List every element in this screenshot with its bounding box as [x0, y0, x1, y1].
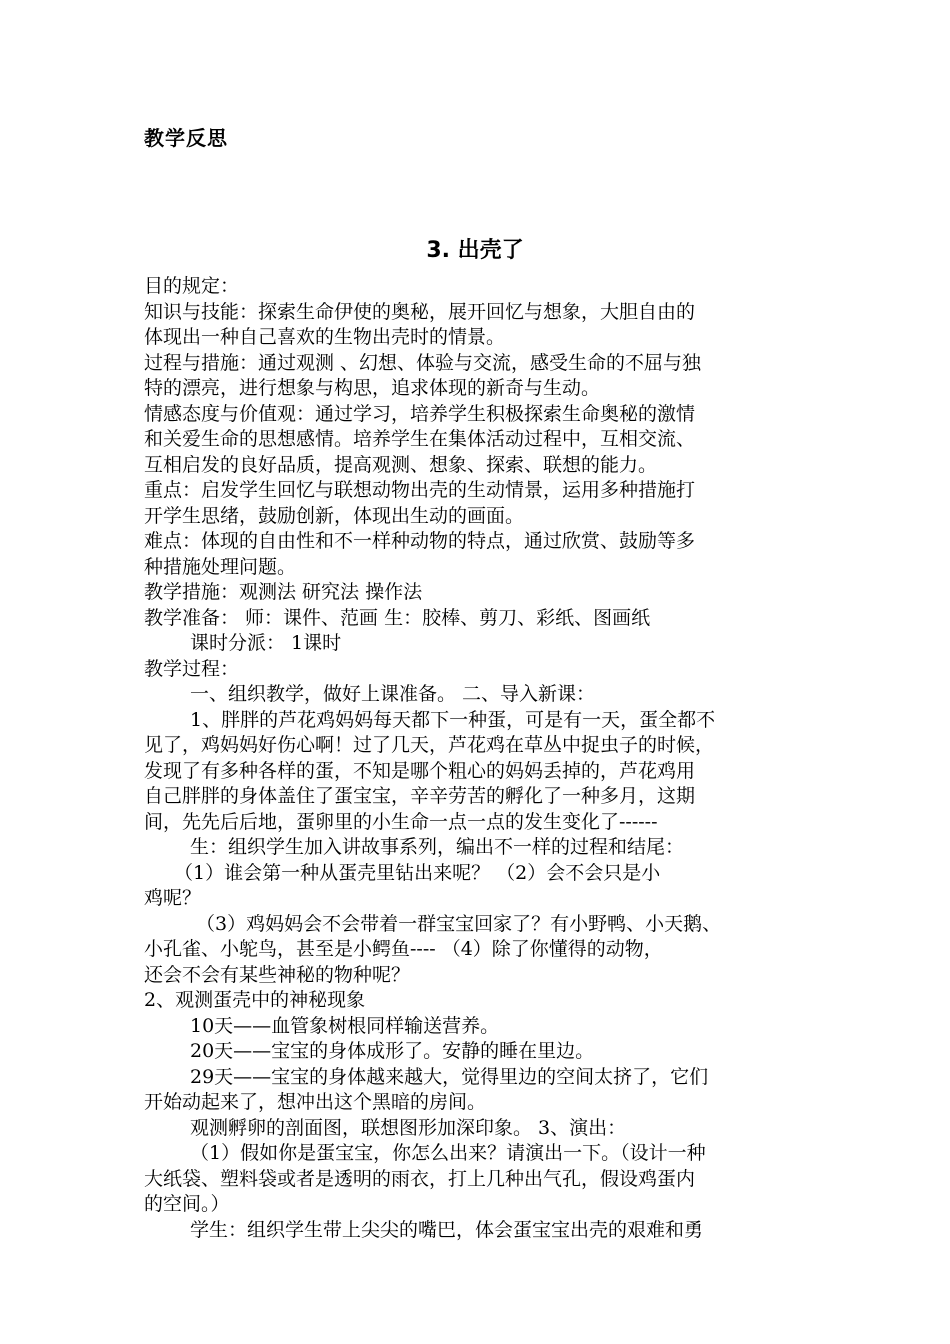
text-line: 体现出一种自己喜欢的生物出壳时的情景。: [144, 326, 506, 348]
text-line: 一、组织教学，做好上课准备。 二、导入新课：: [190, 683, 596, 705]
lesson-title: 3. 出壳了: [426, 238, 524, 263]
text-line: 10天——血管象树根同样输送营养。: [190, 1014, 500, 1037]
text-line: 教学准备： 师：课件、范画 生：胶棒、剪刀、彩纸、图画纸: [144, 606, 651, 629]
text-line: 情感态度与价值观：通过学习，培养学生积极探索生命奥秘的激情: [144, 402, 696, 425]
text-line: 开始动起来了，想冲出这个黑暗的房间。: [144, 1091, 487, 1113]
text-line: 过程与措施：通过观测 、幻想、体验与交流，感受生命的不屈与独: [144, 351, 702, 374]
text-line: 发现了有多种各样的蛋，不知是哪个粗心的妈妈丢掉的，芦花鸡用: [144, 759, 696, 782]
text-line: 生：组织学生加入讲故事系列，编出不一样的过程和结尾：: [190, 836, 685, 858]
text-line: 开学生思绪，鼓励创新，体现出生动的画面。: [144, 504, 525, 527]
text-line: 2、观测蛋壳中的神秘现象: [144, 989, 366, 1011]
text-line: 课时分派： 1课时: [190, 632, 342, 654]
text-line: 小孔雀、小鸵鸟，甚至是小鳄鱼---- （4）除了你懂得的动物，: [144, 938, 663, 960]
text-line: 自己胖胖的身体盖住了蛋宝宝，辛辛劳苦的孵化了一种多月，这期: [144, 785, 696, 807]
text-line: （3）鸡妈妈会不会带着一群宝宝回家了？有小野鸭、小天鹅、: [196, 912, 722, 935]
text-line: 的空间。）: [144, 1193, 230, 1215]
text-line: 见了，鸡妈妈好伤心啊！过了几天，芦花鸡在草丛中捉虫子的时候，: [144, 734, 715, 756]
section-heading: 教学反思: [144, 126, 228, 150]
text-line: 和关爱生命的思想感情。培养学生在集体活动过程中，互相交流、: [144, 428, 696, 450]
text-line: 间，先先后后地，蛋卵里的小生命一点一点的发生变化了------: [144, 810, 658, 833]
text-line: 教学过程：: [144, 657, 240, 680]
text-line: 观测孵卵的剖面图，联想图形加深印象。 3、演出：: [190, 1116, 627, 1139]
text-line: 种措施处理问题。: [144, 555, 297, 578]
text-line: 难点：体现的自由性和不一样种动物的特点，通过欣赏、鼓励等多: [144, 530, 696, 552]
text-line: 互相启发的良好品质，提高观测、想象、探索、联想的能力。: [144, 453, 658, 476]
text-line: 教学措施：观测法 研究法 操作法: [144, 581, 423, 603]
text-line: 目的规定：: [144, 275, 240, 297]
text-line: 重点：启发学生回忆与联想动物出壳的生动情景，运用多种措施打: [144, 479, 696, 501]
text-line: （1）假如你是蛋宝宝，你怎么出来？请演出一下。（设计一种: [190, 1142, 706, 1164]
text-line: 学生：组织学生带上尖尖的嘴巴，体会蛋宝宝出壳的艰难和勇: [190, 1218, 704, 1241]
text-line: 1、胖胖的芦花鸡妈妈每天都下一种蛋，可是有一天，蛋全都不: [190, 708, 716, 731]
text-line: （1）谁会第一种从蛋壳里钻出来呢？ （2）会不会只是小: [174, 861, 661, 884]
text-line: 特的漂亮，进行想象与构思，追求体现的新奇与生动。: [144, 377, 601, 399]
text-line: 20天——宝宝的身体成形了。安静的睡在里边。: [190, 1040, 595, 1062]
text-line: 29天——宝宝的身体越来越大，觉得里边的空间太挤了，它们: [190, 1065, 709, 1088]
text-line: 鸡呢？: [144, 887, 202, 909]
text-line: 知识与技能：探索生命伊使的奥秘，展开回忆与想象，大胆自由的: [144, 300, 696, 323]
lesson-body: [144, 274, 814, 1243]
text-line: 大纸袋、塑料袋或者是透明的雨衣，打上几种出气孔，假设鸡蛋内: [144, 1167, 696, 1190]
text-line: 还会不会有某些神秘的物种呢？: [144, 963, 411, 986]
